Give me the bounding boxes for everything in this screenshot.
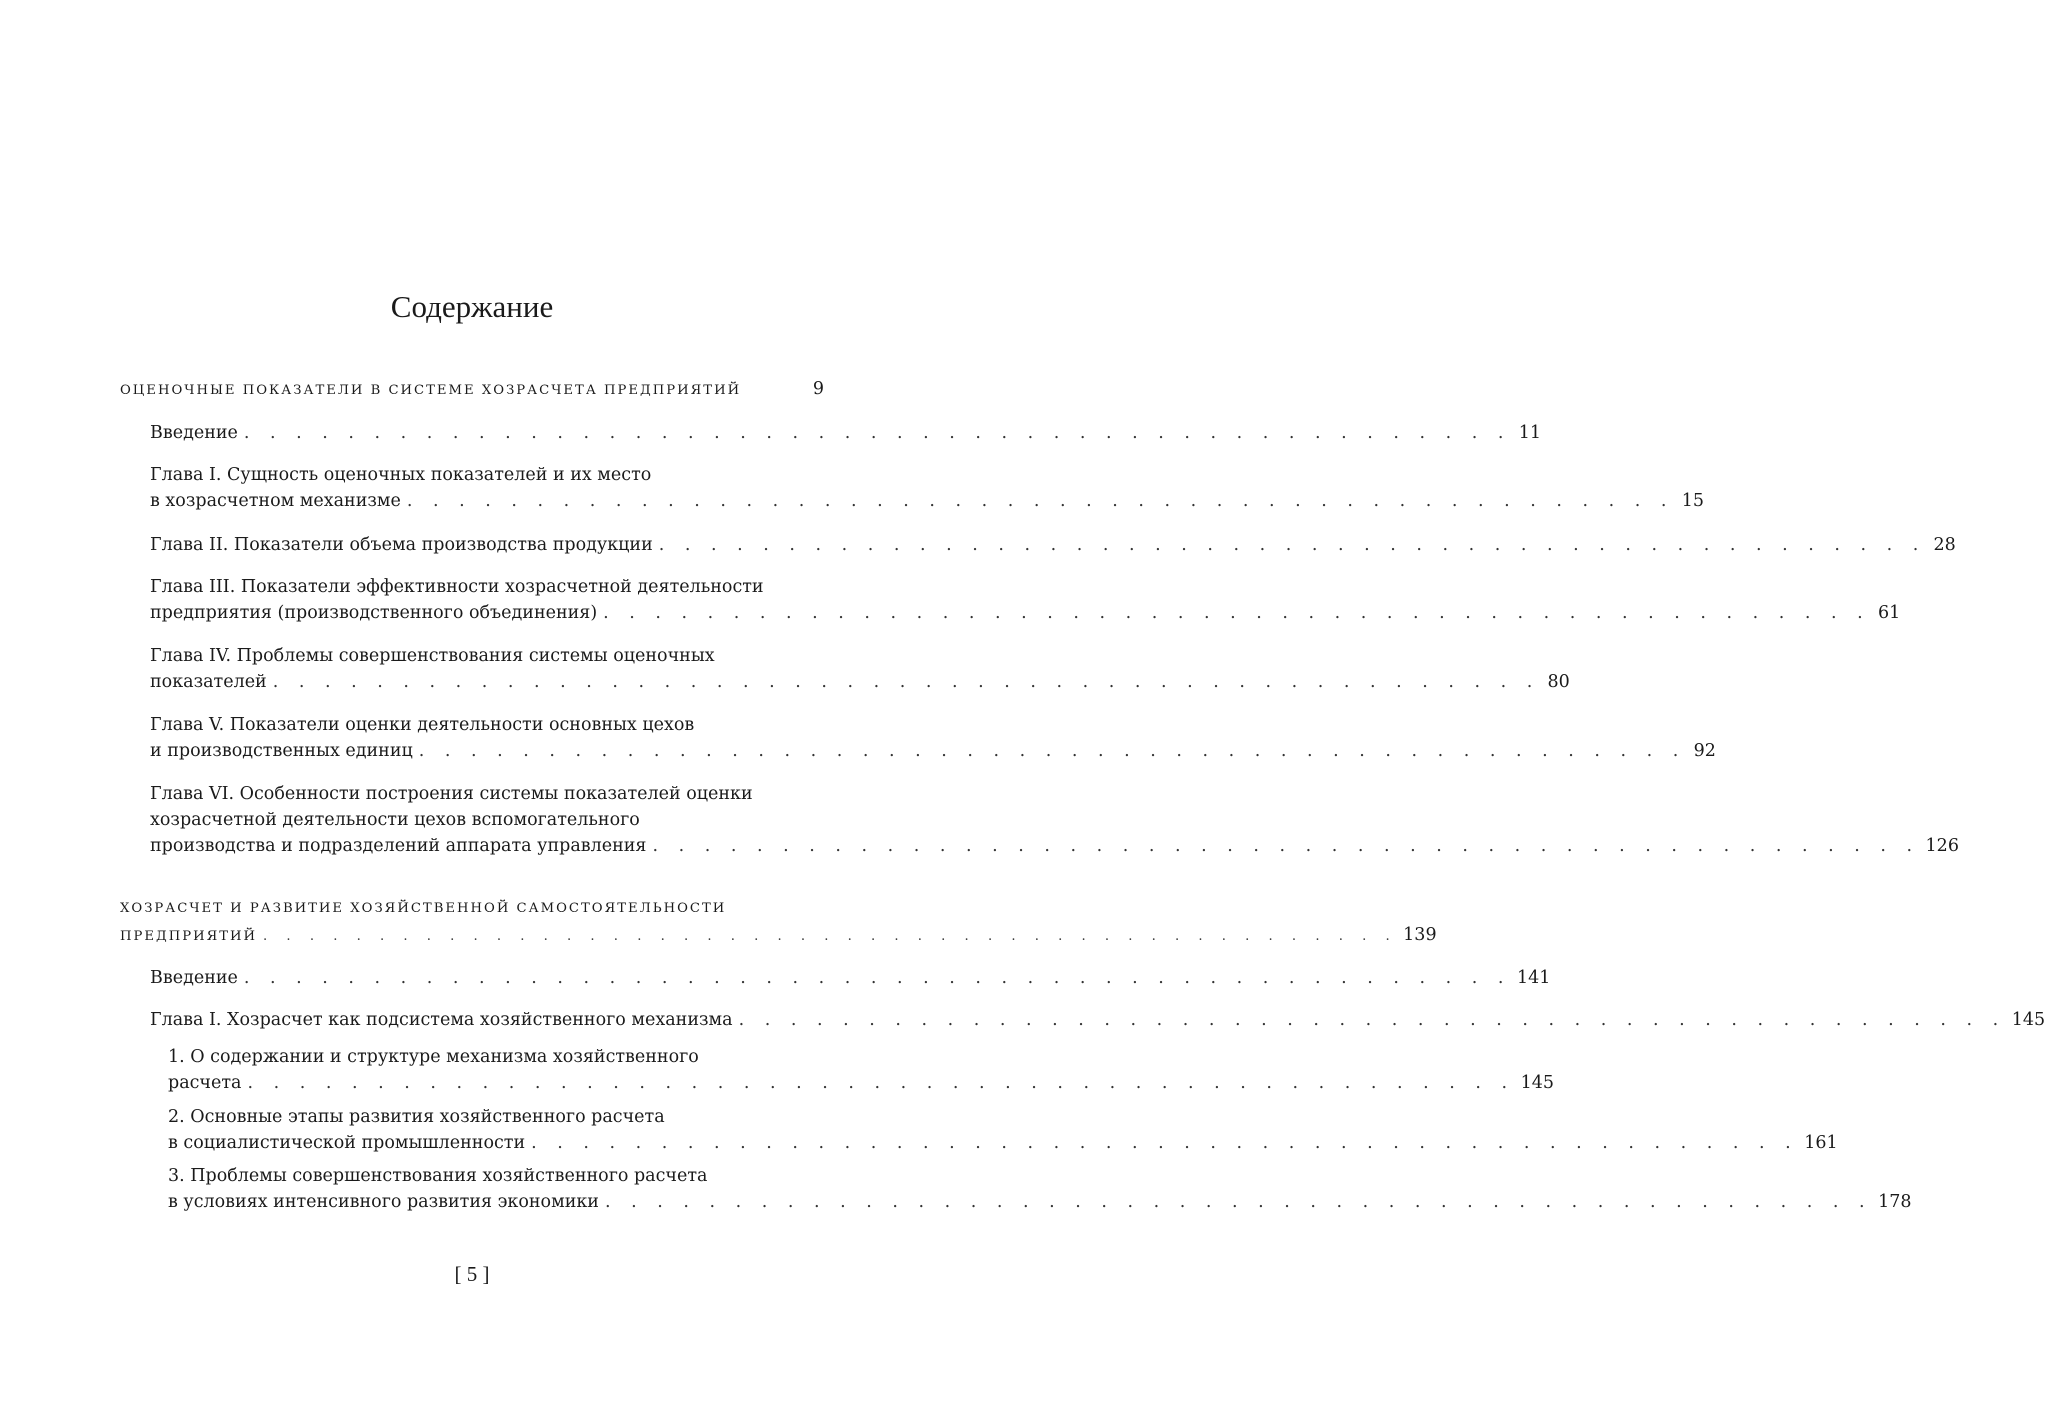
entry-title-cont: расчета <box>168 1073 242 1093</box>
dot-leader: . . . . . . . . . . . . . . . . . . . . . . . . . . . . . . . . . . . . . . . . . . . . . . . . . <box>658 535 1926 555</box>
toc-entry-ch6[interactable] <box>120 781 1959 859</box>
page-number: 141 <box>1516 968 1551 988</box>
dot-leader: . . . . . . . . . . . . . . . . . . . . . . . . . . . . . . . . . . . . . . . . . . . . . . . . . <box>652 836 1920 856</box>
part-title: ОЦЕНОЧНЫЕ ПОКАЗАТЕЛИ В СИСТЕМЕ ХОЗРАСЧЕТА ПРЕДПРИЯТИЙ <box>120 383 742 398</box>
entry-title-cont: производства и подразделений аппарата управления <box>150 836 647 856</box>
entry-title-cont: в социалистической промышленности <box>168 1133 526 1153</box>
entry-title: Глава III. Показатели эффективности хозрасчетной деятельности <box>150 577 764 597</box>
entry-title: Глава V. Показатели оценки деятельности основных цехов <box>150 715 695 735</box>
page-folio: [ 5 ] <box>454 1262 490 1286</box>
dot-leader: . . . . . . . . . . . . . . . . . . . . . . . . . . . . . . . . . . . . . . . . . . . . . . . . . <box>263 929 1398 944</box>
entry-title-cont: в условиях интенсивного развития экономики <box>168 1192 599 1212</box>
page-number: 28 <box>1933 535 1956 555</box>
toc-entry-p2-ch1[interactable] <box>120 1007 2045 1033</box>
page-number: 80 <box>1547 672 1570 692</box>
entry-title-cont: и производственных единиц <box>150 741 413 761</box>
dot-leader: . . . . . . . . . . . . . . . . . . . . . . . . . . . . . . . . . . . . . . . . . . . . . . . . . <box>418 741 1686 761</box>
entry-title: Введение <box>150 423 238 443</box>
entry-title: Глава II. Показатели объема производства продукции <box>150 535 653 555</box>
part-title-cont: ПРЕДПРИЯТИЙ <box>120 929 258 944</box>
entry-title-cont: предприятия (производственного объединения) <box>150 603 598 623</box>
page-number: 11 <box>1518 423 1541 443</box>
entry-title: 3. Проблемы совершенствования хозяйственного расчета <box>168 1166 708 1186</box>
toc-entry-intro-1[interactable] <box>120 420 1541 446</box>
page-number: 9 <box>812 379 824 399</box>
part-title: ХОЗРАСЧЕТ И РАЗВИТИЕ ХОЗЯЙСТВЕННОЙ САМОСТОЯТЕЛЬНОСТИ <box>120 901 727 916</box>
dot-leader: . . . . . . . . . . . . . . . . . . . . . . . . . . . . . . . . . . . . . . . . . . . . . . . . . <box>603 603 1871 623</box>
entry-title: 1. О содержании и структуре механизма хозяйственного <box>168 1047 699 1067</box>
page-number: 178 <box>1878 1192 1912 1212</box>
toc-entry-ch3[interactable] <box>120 574 1901 626</box>
entry-title: Глава I. Сущность оценочных показателей и их место <box>150 465 652 485</box>
toc-part-1[interactable] <box>120 376 824 404</box>
page-number: 139 <box>1403 925 1437 945</box>
toc-entry-ch5[interactable] <box>120 712 1716 764</box>
toc-part-2[interactable] <box>120 896 1437 950</box>
page-number: 15 <box>1681 491 1704 511</box>
entry-title: Глава I. Хозрасчет как подсистема хозяйственного механизма <box>150 1010 733 1030</box>
dot-leader: . . . . . . . . . . . . . . . . . . . . . . . . . . . . . . . . . . . . . . . . . . . . . . . . . <box>243 968 1511 988</box>
page-number: 126 <box>1925 836 1959 856</box>
page-title: Содержание <box>390 289 554 324</box>
entry-title: 2. Основные этапы развития хозяйственного расчета <box>168 1107 665 1127</box>
dot-leader: . . . . . . . . . . . . . . . . . . . . . . . . . . . . . . . . . . . . . . . . . . . . . . . . . <box>738 1010 2006 1030</box>
entry-title: Введение <box>150 968 238 988</box>
toc-entry-ch1[interactable] <box>120 462 1704 514</box>
toc-entry-ch4[interactable] <box>120 643 1570 695</box>
toc-subentry-2[interactable] <box>120 1104 1838 1156</box>
entry-title-cont: хозрасчетной деятельности цехов вспомогательного <box>150 810 640 830</box>
entry-title: Глава IV. Проблемы совершенствования системы оценочных <box>150 646 715 666</box>
dot-leader: . . . . . . . . . . . . . . . . . . . . . . . . . . . . . . . . . . . . . . . . . . . . . . . . . <box>406 491 1674 511</box>
dot-leader: . . . . . . . . . . . . . . . . . . . . . . . . . . . . . . . . . . . . . . . . . . . . . . . . . <box>272 672 1540 692</box>
dot-leader: . . . . . . . . . . . . . . . . . . . . . . . . . . . . . . . . . . . . . . . . . . . . . . . . . <box>243 423 1511 443</box>
page-number: 61 <box>1877 603 1901 623</box>
entry-title: Глава VI. Особенности построения системы показателей оценки <box>150 784 753 804</box>
page-number: 92 <box>1693 741 1716 761</box>
dot-leader: . . . . . . . . . . . . . . . . . . . . . . . . . . . . . . . . . . . . . . . . . . . . . . . . . <box>604 1192 1873 1212</box>
toc-entry-intro-2[interactable] <box>120 965 1551 991</box>
toc-subentry-3[interactable] <box>120 1163 1912 1215</box>
page-number: 145 <box>2011 1010 2045 1030</box>
toc-entry-ch2[interactable] <box>120 532 1956 558</box>
entry-title-cont: в хозрасчетном механизме <box>150 491 401 511</box>
dot-leader: . . . . . . . . . . . . . . . . . . . . . . . . . . . . . . . . . . . . . . . . . . . . . . . . . <box>531 1133 1799 1153</box>
dot-leader: . . . . . . . . . . . . . . . . . . . . . . . . . . . . . . . . . . . . . . . . . . . . . . . . . <box>247 1073 1515 1093</box>
page-number: 161 <box>1804 1133 1838 1153</box>
entry-title-cont: показателей <box>150 672 267 692</box>
page-number: 145 <box>1520 1073 1554 1093</box>
toc-subentry-1[interactable] <box>120 1044 1554 1096</box>
